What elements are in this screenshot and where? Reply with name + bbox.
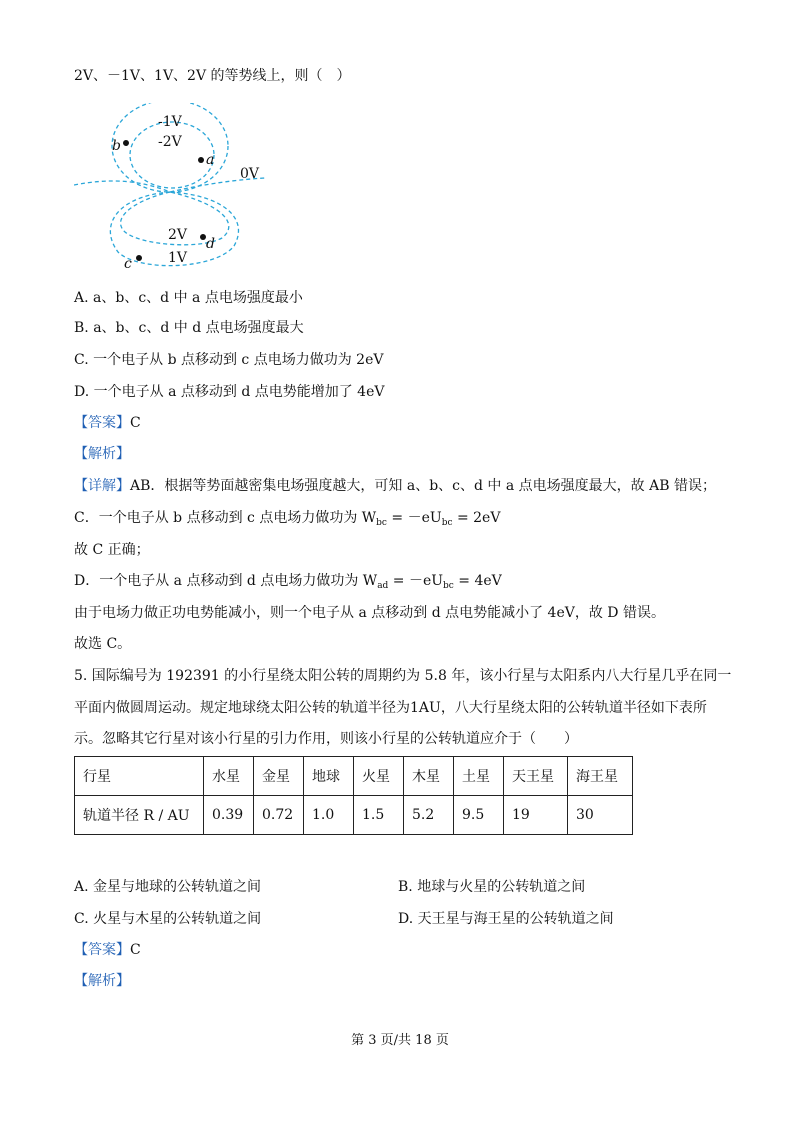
table-header-cell: 金星	[254, 757, 304, 796]
page-footer: 第 3 页/共 18 页	[351, 1033, 449, 1048]
q4-option-c: C. 一个电子从 b 点移动到 c 点电场力做功为 2eV	[74, 352, 384, 368]
table-row	[75, 796, 633, 835]
q5-stem-line3: 示。忽略其它行星对该小行星的引力作用，则该小行星的公转轨道应介于（ ）	[74, 731, 578, 747]
label-0v: 0V	[240, 166, 260, 182]
answer-tag: 【答案】	[74, 415, 130, 431]
answer-tag: 【答案】	[74, 942, 130, 958]
table-cell: 30	[568, 796, 633, 835]
q5-answer	[74, 940, 141, 960]
point-c-dot	[136, 255, 142, 261]
label-plus1v: 1V	[168, 250, 188, 266]
q4-stem-tail: 2V、－1V、1V、2V 的等势线上，则（ ）	[74, 68, 351, 84]
equipotential-0v-line	[74, 178, 265, 192]
table-cell: 19	[504, 796, 568, 835]
equipotential-minus2v-line	[130, 122, 214, 188]
label-plus2v: 2V	[168, 227, 188, 243]
table-cell: 1.5	[354, 796, 404, 835]
q4-conclusion: 故选 C。	[74, 636, 132, 652]
table-row-label: 轨道半径 R / AU	[75, 796, 204, 835]
table-cell: 1.0	[304, 796, 354, 835]
q5-analysis-tag: 【解析】	[74, 973, 130, 989]
table-header-cell: 水星	[204, 757, 254, 796]
table-cell: 0.72	[254, 796, 304, 835]
point-a-label: a	[206, 152, 215, 168]
table-header-cell: 行星	[75, 757, 204, 796]
point-b-dot	[123, 140, 129, 146]
q4-analysis-tag: 【解析】	[74, 446, 130, 462]
point-b-label: b	[112, 138, 121, 154]
table-header-row	[75, 757, 633, 796]
point-a-dot	[198, 157, 204, 163]
orbit-radius-table	[74, 756, 633, 835]
q4-detail-d1: D．一个电子从 a 点移动到 d 点电场力做功为 $W_{ad} = -eU_{bc} = 4eV$	[74, 573, 502, 591]
q4-detail-c2: 故 C 正确；	[74, 542, 150, 558]
q4-detail-ab: 【详解】AB．根据等势面越密集电场强度越大，可知 a、b、c、d 中 a 点电场强度最大，故 AB 错误；	[74, 478, 716, 494]
q4-detail-d2: 由于电场力做正功电势能减小，则一个电子从 a 点移动到 d 点电势能减小了 4eV，故 D 错误。	[74, 605, 665, 621]
table-header-cell: 火星	[354, 757, 404, 796]
q4-answer	[74, 413, 141, 433]
table-cell: 0.39	[204, 796, 254, 835]
q4-option-b: B. a、b、c、d 中 d 点电场强度最大	[74, 320, 304, 336]
q4-option-a: A. a、b、c、d 中 a 点电场强度最小	[74, 290, 303, 306]
table-header-cell: 土星	[454, 757, 504, 796]
table-header-cell: 木星	[404, 757, 454, 796]
label-minus1v: -1V	[158, 114, 182, 130]
answer-value: C	[130, 415, 141, 431]
q4-option-d: D. 一个电子从 a 点移动到 d 点电势能增加了 4eV	[74, 384, 385, 400]
table-header-cell: 地球	[304, 757, 354, 796]
q5-option-d: D. 天王星与海王星的公转轨道之间	[398, 911, 614, 927]
point-c-label: c	[124, 256, 132, 272]
equipotential-figure	[74, 103, 274, 273]
point-d-label: d	[206, 236, 215, 252]
q5-stem-line1: 5. 国际编号为 192391 的小行星绕太阳公转的周期约为 5.8 年，该小行星与太阳系内八大行星几乎在同一	[74, 668, 732, 684]
q5-option-b: B. 地球与火星的公转轨道之间	[398, 879, 586, 895]
label-minus2v: -2V	[158, 134, 182, 150]
table-cell: 5.2	[404, 796, 454, 835]
q5-stem-line2: 平面内做圆周运动。规定地球绕太阳公转的轨道半径为1AU，八大行星绕太阳的公转轨道半径如下表所	[74, 700, 707, 716]
answer-value: C	[130, 942, 141, 958]
q5-option-a: A. 金星与地球的公转轨道之间	[74, 879, 262, 895]
table-header-cell: 天王星	[504, 757, 568, 796]
table-header-cell: 海王星	[568, 757, 633, 796]
q5-option-c: C. 火星与木星的公转轨道之间	[74, 911, 262, 927]
q4-detail-c1: C．一个电子从 b 点移动到 c 点电场力做功为 $W_{bc} = -eU_{bc} = 2eV$	[74, 510, 501, 528]
table-cell: 9.5	[454, 796, 504, 835]
